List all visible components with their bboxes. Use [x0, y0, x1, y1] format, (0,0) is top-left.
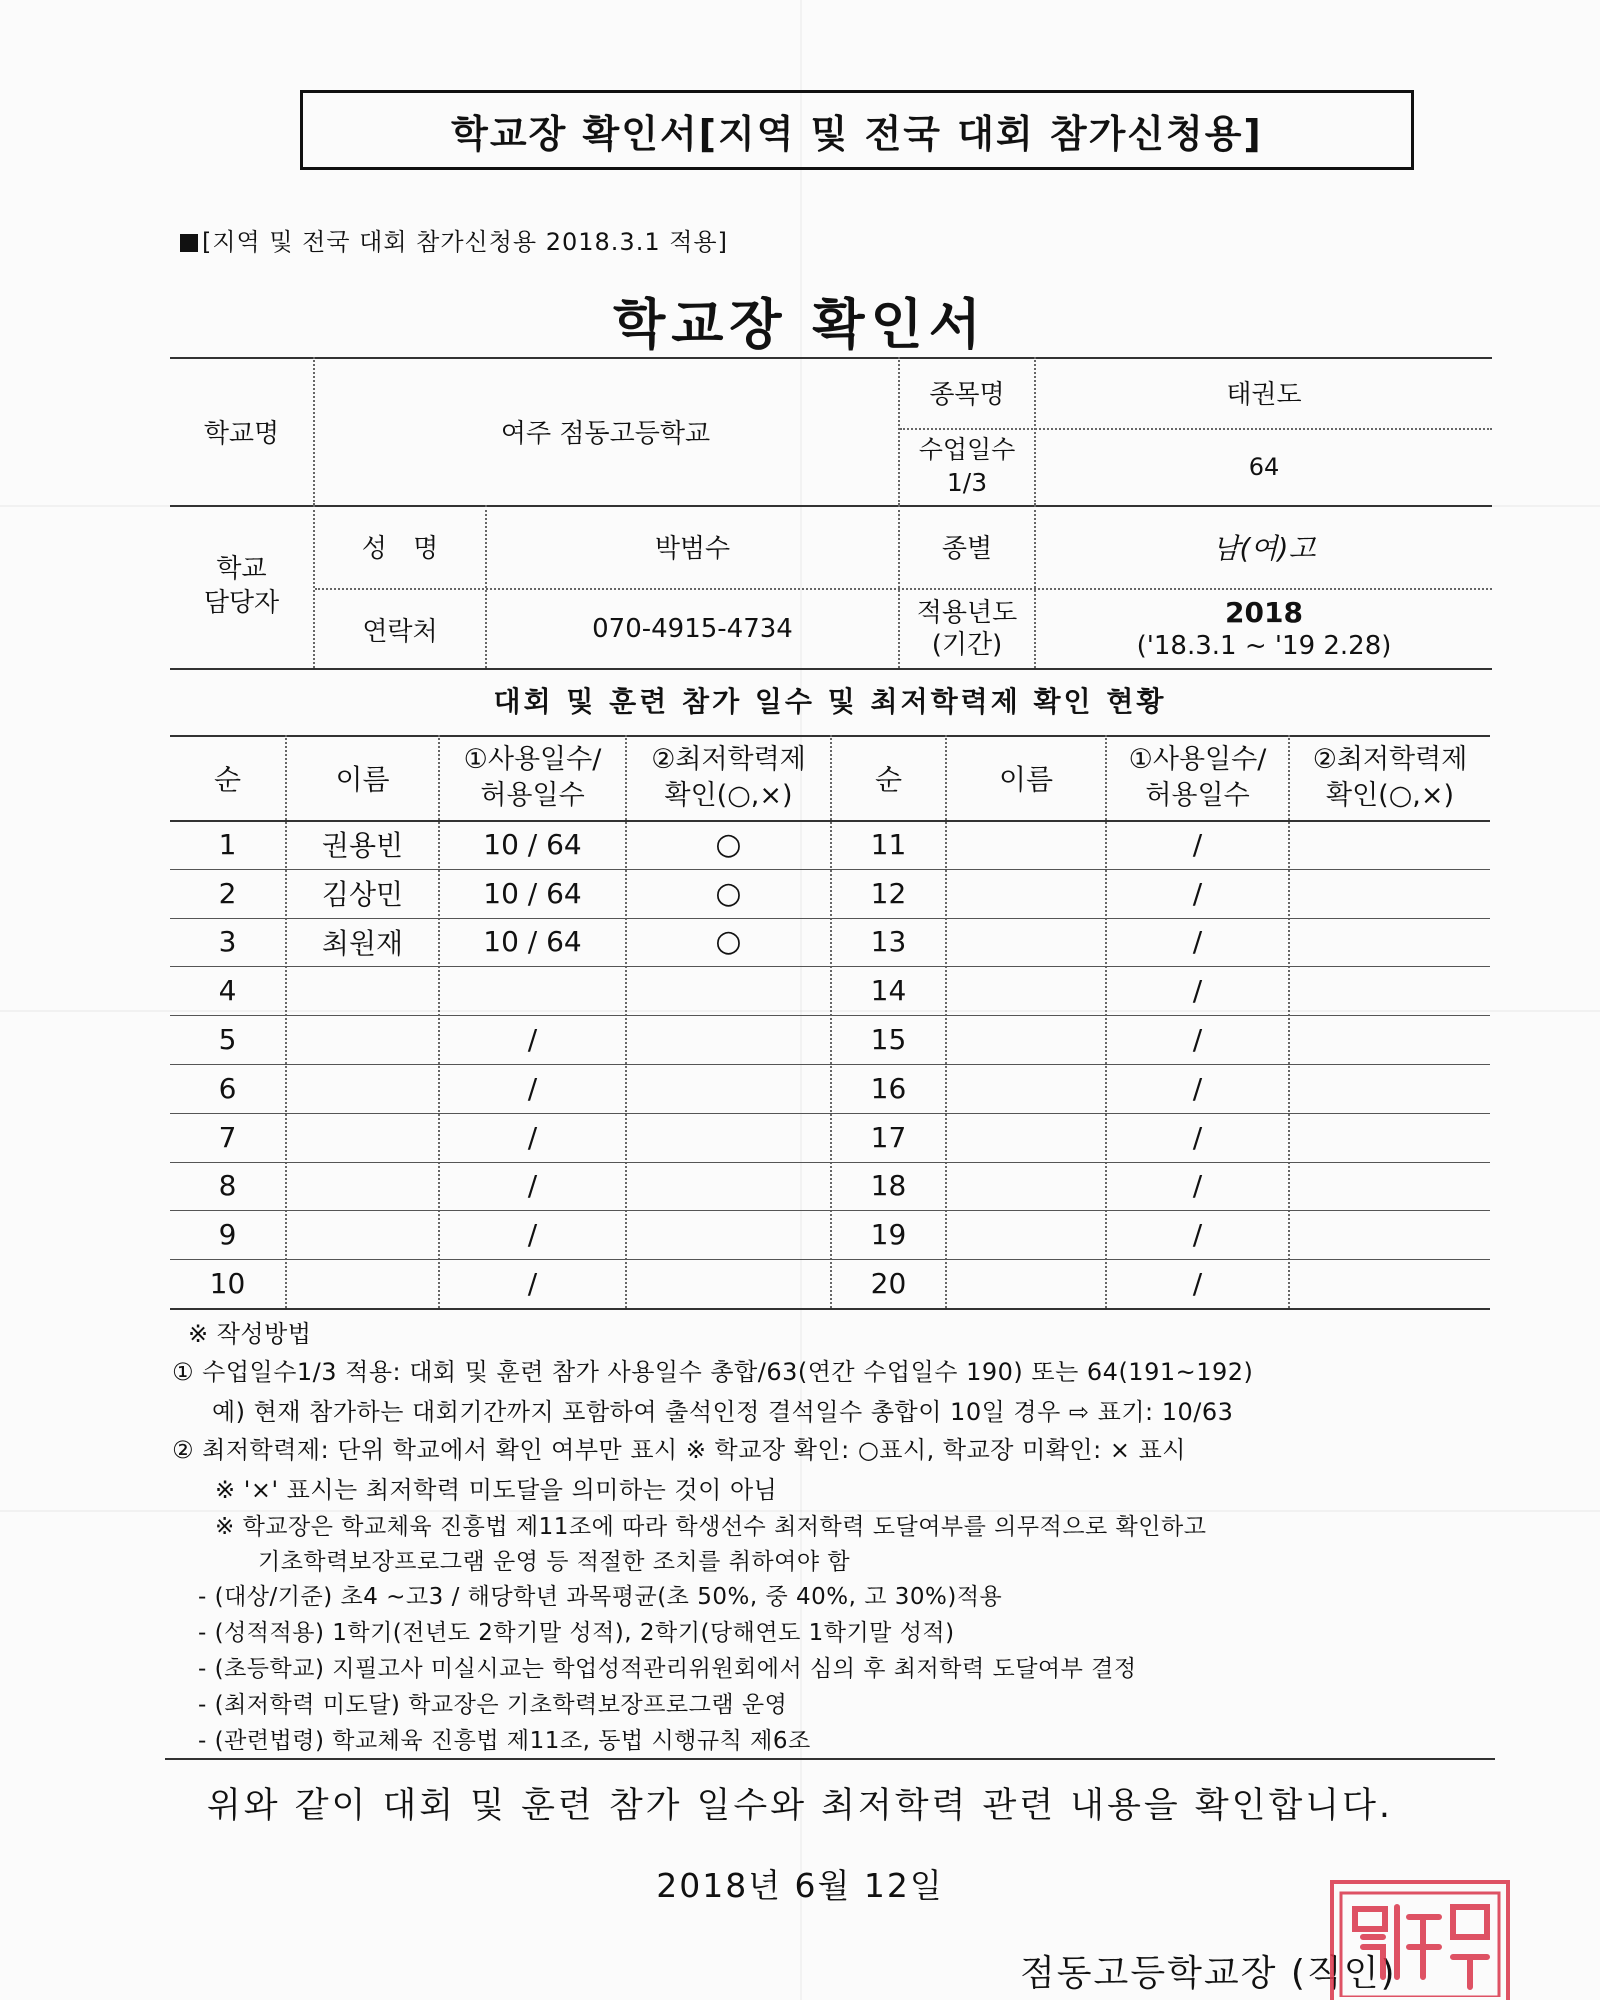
- type-label: 종별: [941, 534, 993, 564]
- cell-no: 9: [218, 1218, 237, 1252]
- cell-min: [1290, 966, 1490, 1015]
- person-name-value: 박범수: [654, 534, 731, 564]
- cell-min: [627, 1210, 830, 1259]
- cell-days: /: [527, 1023, 538, 1057]
- cell-name: [947, 869, 1105, 918]
- cell-name: [287, 1210, 438, 1259]
- cell-no: 3: [218, 925, 237, 959]
- issue-date: 2018년 6월 12일: [656, 1866, 944, 1905]
- seal-glyph-icon: [1335, 1887, 1505, 1997]
- notes-heading: ※ 작성방법: [188, 1320, 312, 1348]
- cell-min: [627, 1259, 830, 1308]
- contact-value: 070-4915-4734: [592, 614, 793, 644]
- cell-min: [1290, 820, 1490, 869]
- form-subtitle-text: [지역 및 전국 대회 참가신청용 2018.3.1 적용]: [202, 228, 728, 256]
- cell-name: [287, 1064, 438, 1113]
- cell-name: [287, 966, 438, 1015]
- cell-days: /: [1192, 1169, 1203, 1203]
- cell-name: [287, 1015, 438, 1064]
- person-name-label: 성 명: [361, 534, 439, 564]
- apply-period: ('18.3.1 ~ '19 2.28): [1136, 631, 1392, 662]
- cell-days: /: [1192, 925, 1203, 959]
- note-1: ① 수업일수1/3 적용: 대회 및 훈련 참가 사용일수 총합/63(연간 수업일수 190) 또는 64(191~192): [172, 1358, 1254, 1386]
- type-value: 남(여)고: [1212, 531, 1316, 565]
- cell-min: ○: [715, 826, 742, 862]
- col-header-name-right: 이름: [998, 762, 1054, 796]
- form-subtitle: [180, 222, 728, 257]
- cell-min: ○: [715, 924, 742, 960]
- col-header-days-line2: 허용일수: [480, 779, 585, 811]
- cell-days: /: [1192, 1267, 1203, 1301]
- contact-label: 연락처: [362, 616, 438, 647]
- sport-value: 태권도: [1226, 380, 1302, 410]
- cell-days: 10 / 64: [483, 925, 582, 959]
- principal-signature-line: 점동고등학교장 (직인): [1020, 1953, 1397, 1994]
- school-name-value: 여주 점동고등학교: [500, 418, 711, 449]
- notes-divider: [165, 1758, 1495, 1760]
- apply-year: 2018: [1225, 596, 1303, 630]
- detail-1: - (대상/기준) 초4 ~고3 / 해당학년 과목평균(초 50%, 중 40%, 고 30%)적용: [198, 1584, 1003, 1610]
- cell-name: [947, 1113, 1105, 1162]
- apply-year-label-line2: (기간): [931, 630, 1003, 660]
- cell-days: /: [527, 1218, 538, 1252]
- cell-min: [627, 1015, 830, 1064]
- col-header-min-academic-right: [1290, 735, 1490, 820]
- col-header-no-right: 순: [874, 762, 903, 796]
- col-header-days-right: [1107, 735, 1288, 820]
- note-1-example: 예) 현재 참가하는 대회기간까지 포함하여 출석인정 결석일수 총합이 10일 경우 ⇨ 표기: 10/63: [212, 1398, 1234, 1426]
- col-header-min-right-line1: ②최저학력제: [1312, 744, 1468, 776]
- cell-days: [440, 966, 625, 1015]
- page-title: 학교장 확인서: [613, 293, 987, 356]
- cell-name: 최원재: [321, 926, 404, 960]
- cell-no: 7: [218, 1120, 237, 1154]
- document-title-box: 학교장 확인서[지역 및 전국 대회 참가신청용]: [300, 90, 1414, 170]
- class-days-label-line1: 수업일수: [918, 435, 1016, 464]
- cell-name: [947, 1064, 1105, 1113]
- cell-name: [947, 1162, 1105, 1211]
- cell-no: 16: [870, 1071, 907, 1105]
- cell-name: [287, 1259, 438, 1308]
- detail-3: - (초등학교) 지필고사 미실시교는 학업성적관리위원회에서 심의 후 최저학력 도달여부 결정: [198, 1656, 1137, 1682]
- cell-no: 13: [870, 925, 907, 959]
- col-header-min-right-line2: 확인(○,×): [1326, 779, 1454, 811]
- apply-year-label: [900, 590, 1034, 668]
- cell-min: [1290, 869, 1490, 918]
- cell-no: 5: [218, 1023, 237, 1057]
- cell-name: [947, 1210, 1105, 1259]
- confirmation-statement: 위와 같이 대회 및 훈련 참가 일수와 최저학력 관련 내용을 확인합니다.: [206, 1786, 1394, 1826]
- cell-name: 권용빈: [321, 829, 404, 863]
- detail-5: - (관련법령) 학교체육 진흥법 제11조, 동법 시행규칙 제6조: [198, 1728, 811, 1754]
- cell-days: 10 / 64: [483, 827, 582, 861]
- cell-min: [1290, 1015, 1490, 1064]
- cell-no: 14: [870, 974, 907, 1008]
- official-seal-icon: [1330, 1880, 1510, 2000]
- class-days-label-line2: 1/3: [946, 467, 988, 497]
- cell-no: 20: [870, 1267, 907, 1301]
- sport-label: 종목명: [929, 380, 1005, 410]
- col-header-days-right-line1: ①사용일수/: [1128, 744, 1267, 776]
- note-3: ※ '×' 표시는 최저학력 미도달을 의미하는 것이 아님: [215, 1476, 778, 1504]
- manager-label-line1: 학교: [216, 553, 267, 584]
- note-4b: 기초학력보장프로그램 운영 등 적절한 조치를 취하여야 함: [258, 1549, 851, 1575]
- col-header-min-academic: [627, 735, 830, 820]
- cell-name: [947, 1259, 1105, 1308]
- cell-days: /: [1192, 876, 1203, 910]
- manager-label: [170, 505, 313, 668]
- cell-min: [1290, 918, 1490, 967]
- cell-no: 15: [870, 1023, 907, 1057]
- cell-min: ○: [715, 875, 742, 911]
- class-days-label: [900, 428, 1034, 505]
- cell-name: [287, 1162, 438, 1211]
- cell-no: 19: [870, 1218, 907, 1252]
- detail-4: - (최저학력 미도달) 학교장은 기초학력보장프로그램 운영: [198, 1692, 788, 1718]
- cell-name: 김상민: [321, 878, 404, 912]
- col-header-name: 이름: [335, 762, 390, 796]
- cell-min: [1290, 1162, 1490, 1211]
- cell-no: 8: [218, 1169, 237, 1203]
- cell-min: [627, 1113, 830, 1162]
- col-header-days-line1: ①사용일수/: [463, 744, 602, 776]
- cell-days: /: [527, 1120, 538, 1154]
- cell-days: /: [1192, 974, 1203, 1008]
- cell-min: [1290, 1113, 1490, 1162]
- cell-min: [627, 1064, 830, 1113]
- col-header-min-line2: 확인(○,×): [664, 779, 793, 811]
- cell-days: /: [527, 1071, 538, 1105]
- cell-no: 4: [218, 974, 237, 1008]
- cell-days: /: [527, 1169, 538, 1203]
- apply-year-value: [1036, 590, 1492, 668]
- col-header-days: [440, 735, 625, 820]
- cell-min: [627, 966, 830, 1015]
- class-days-value: 64: [1248, 452, 1280, 481]
- cell-no: 11: [870, 827, 907, 861]
- cell-days: /: [1192, 1023, 1203, 1057]
- cell-name: [947, 966, 1105, 1015]
- cell-no: 17: [870, 1120, 907, 1154]
- cell-no: 1: [218, 827, 237, 861]
- cell-days: /: [1192, 1120, 1203, 1154]
- cell-days: /: [1192, 1071, 1203, 1105]
- cell-min: [1290, 1259, 1490, 1308]
- manager-label-line2: 담당자: [203, 587, 280, 618]
- cell-min: [1290, 1064, 1490, 1113]
- section-title: 대회 및 훈련 참가 일수 및 최저학력제 확인 현황: [493, 685, 1167, 718]
- cell-no: 2: [218, 876, 237, 910]
- apply-year-label-line1: 적용년도: [916, 597, 1018, 628]
- cell-name: [947, 820, 1105, 869]
- cell-days: /: [1192, 827, 1203, 861]
- cell-no: 6: [218, 1071, 237, 1105]
- cell-min: [627, 1162, 830, 1211]
- cell-days: 10 / 64: [483, 876, 582, 910]
- col-header-no: 순: [213, 762, 242, 796]
- square-bullet-icon: [180, 234, 198, 252]
- cell-name: [947, 1015, 1105, 1064]
- cell-no: 10: [209, 1267, 246, 1301]
- detail-2: - (성적적용) 1학기(전년도 2학기말 성적), 2학기(당해연도 1학기말 성적): [198, 1620, 955, 1646]
- cell-name: [947, 918, 1105, 967]
- cell-days: /: [527, 1267, 538, 1301]
- cell-no: 18: [870, 1169, 907, 1203]
- cell-min: [1290, 1210, 1490, 1259]
- cell-days: /: [1192, 1218, 1203, 1252]
- col-header-days-right-line2: 허용일수: [1145, 779, 1250, 811]
- cell-no: 12: [870, 876, 907, 910]
- col-header-min-line1: ②최저학력제: [651, 744, 806, 776]
- note-4a: ※ 학교장은 학교체육 진흥법 제11조에 따라 학생선수 최저학력 도달여부를 의무적으로 확인하고: [215, 1514, 1207, 1540]
- note-2: ② 최저학력제: 단위 학교에서 확인 여부만 표시 ※ 학교장 확인: ○표시, 학교장 미확인: × 표시: [172, 1436, 1186, 1464]
- cell-name: [287, 1113, 438, 1162]
- school-name-label: 학교명: [203, 418, 280, 449]
